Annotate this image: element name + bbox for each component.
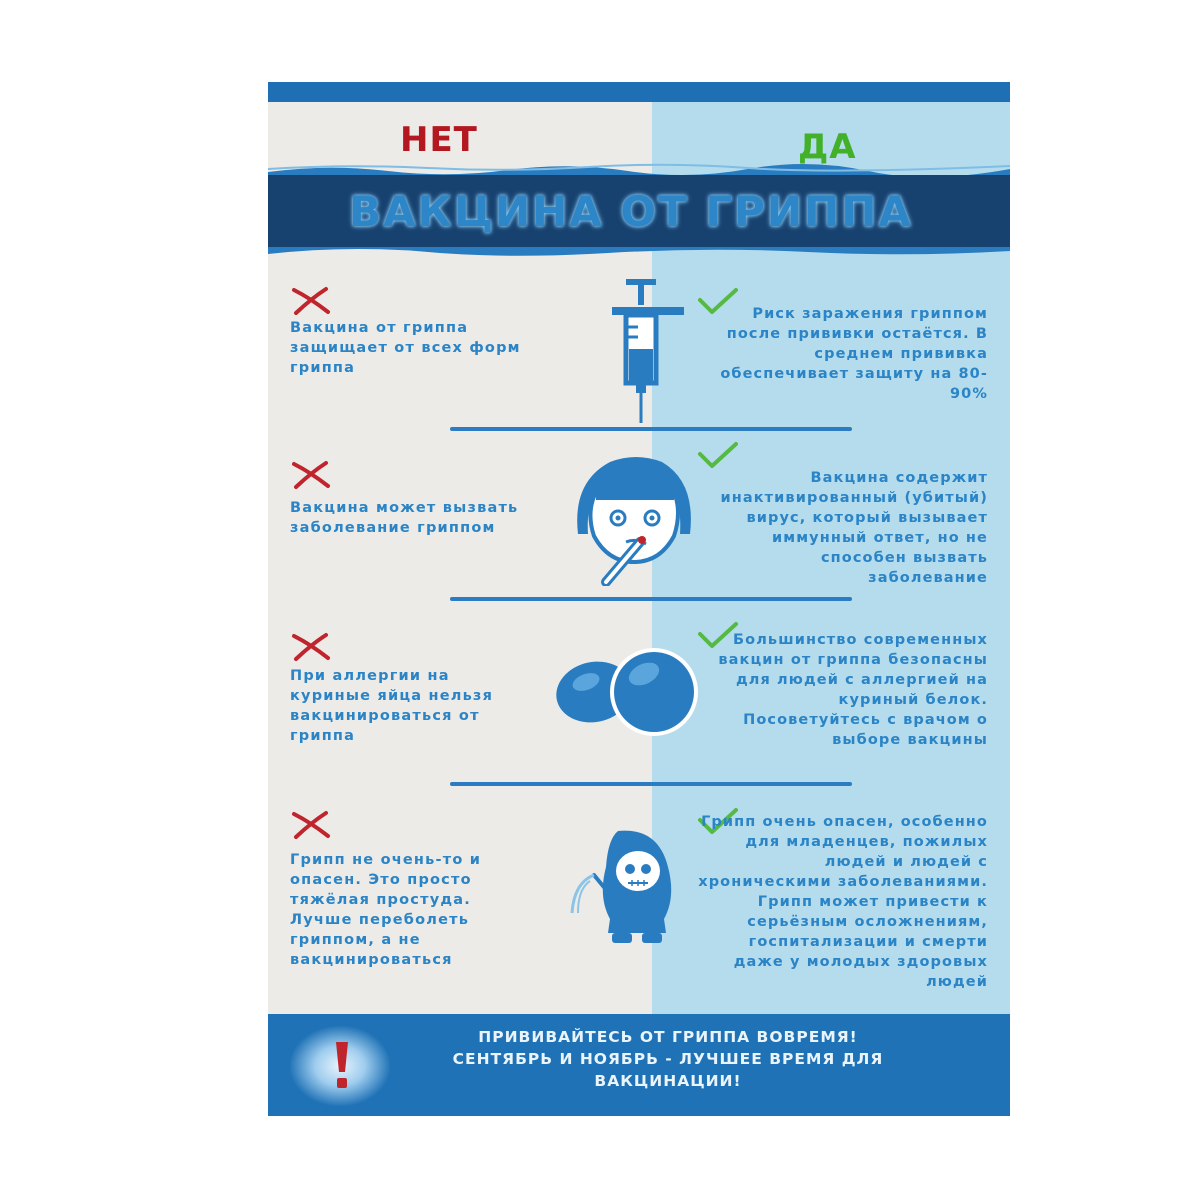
flu-vaccine-poster (268, 82, 1010, 1116)
myth-text-4: Грипп не очень-то и опасен. Это просто тяжёлая простуда. Лучше переболеть гриппом, а не вакцинироваться (290, 852, 482, 968)
syringe-icon (608, 277, 688, 427)
fact-text-4: Грипп очень опасен, особенно для младенцев, пожилых людей и людей с хроническими заболеваниями. Грипп может привести к серьёзным осложнениям, госпитализации и смерти даже у молодых здоровых людей (698, 814, 988, 990)
grim-reaper-icon (568, 827, 694, 947)
sick-child-thermometer-icon (570, 452, 702, 586)
footer-line-2: СЕНТЯБРЬ И НОЯБРЬ - ЛУЧШЕЕ ВРЕМЯ ДЛЯ (452, 1050, 884, 1068)
top-stripe (268, 82, 1010, 102)
footer-message (418, 1026, 918, 1092)
fact-text-3: Большинство современных вакцин от гриппа безопасны для людей с аллергией на куриный белок. Посоветуйтесь с врачом о выборе вакцины (718, 632, 988, 748)
cross-icon (290, 460, 332, 490)
cross-icon (290, 632, 332, 662)
fact-text-2: Вакцина содержит инактивированный (убитый) вирус, который вызывает иммунный ответ, но не способен вызвать заболевание (720, 470, 988, 586)
cross-icon (290, 286, 332, 316)
check-icon (696, 440, 738, 470)
footer-line-1: ПРИВИВАЙТЕСЬ ОТ ГРИППА ВОВРЕМЯ! (478, 1028, 858, 1046)
cross-icon (290, 810, 332, 840)
row-divider (450, 427, 852, 431)
no-label: НЕТ (400, 120, 478, 160)
exclamation-icon (332, 1040, 352, 1090)
title-wave (268, 247, 1010, 261)
title-band (268, 175, 1010, 247)
fact-text-1: Риск заражения гриппом после прививки остаётся. В среднем прививка обеспечивает защиту на 80-90% (720, 306, 988, 402)
yes-label: ДА (798, 127, 857, 167)
poster-title: ВАКЦИНА ОТ ГРИППА (349, 186, 913, 236)
myth-text-3: При аллергии на куриные яйца нельзя вакцинироваться от гриппа (290, 668, 494, 744)
footer-banner (268, 1014, 1010, 1116)
eggs-icon (554, 644, 704, 740)
row-divider (450, 597, 852, 601)
myth-text-2: Вакцина может вызвать заболевание гриппом (290, 500, 519, 536)
footer-line-3: ВАКЦИНАЦИИ! (594, 1072, 742, 1090)
row-divider (450, 782, 852, 786)
myth-text-1: Вакцина от гриппа защищает от всех форм гриппа (290, 320, 521, 376)
